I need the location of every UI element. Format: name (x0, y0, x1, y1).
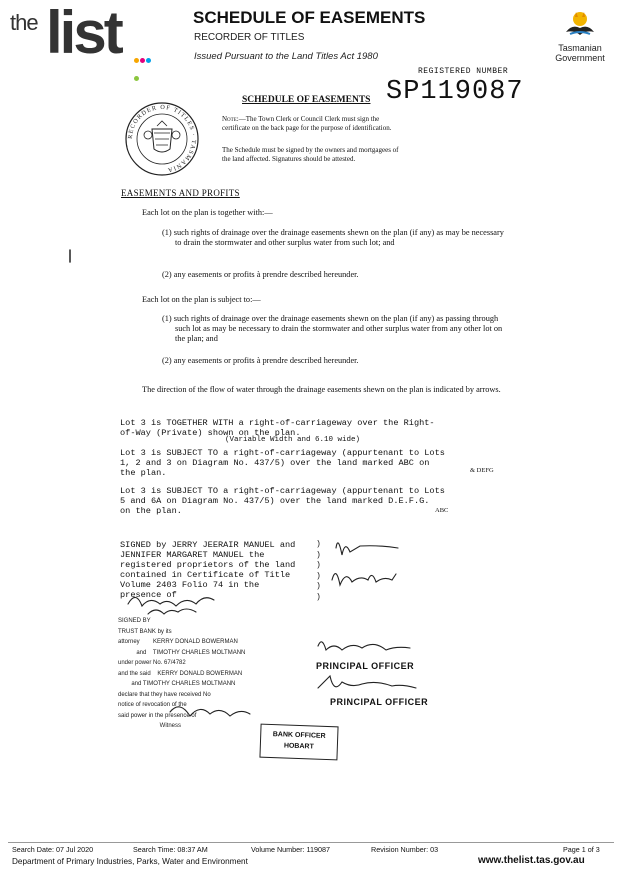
page-indicator: Page 1 of 3 (563, 845, 600, 854)
lot-together-with-clause: Lot 3 is TOGETHER WITH a right-of-carriageway over the Right- of-Way (Private) shown on the plan. (120, 418, 435, 438)
drainage-direction-note: The direction of the flow of water through the drainage easements shewn on the plan is indicated by arrows. (142, 385, 501, 394)
logo-dot (140, 58, 145, 63)
logo-dots (134, 50, 156, 86)
principal-officer-label-2: PRINCIPAL OFFICER (330, 697, 429, 707)
handwritten-insert-abc: ABC (435, 507, 449, 514)
schedule-title: SCHEDULE OF EASEMENTS (242, 95, 371, 105)
search-date: Search Date: 07 Jul 2020 (12, 845, 94, 854)
search-time: Search Time: 08:37 AM (133, 845, 208, 854)
together-clause-1: (1) such rights of drainage over the drainage easements shewn on the plan (if any) as may be necessary to drain the stormwater and other surplus water from such lot; and (162, 228, 504, 247)
together-clause-2: (2) any easements or profits à prendre described hereunder. (162, 270, 359, 279)
subject-intro: Each lot on the plan is subject to:— (142, 295, 261, 304)
recorder-of-titles-seal-icon (124, 101, 200, 177)
document-title: SCHEDULE OF EASEMENTS (193, 8, 426, 27)
site-url-link[interactable]: www.thelist.tas.gov.au (478, 855, 585, 866)
tasmanian-government-logo (545, 8, 615, 63)
logo-list: list (46, 0, 121, 66)
proprietors-signing-block: SIGNED by JERRY JEERAIR MANUEL and JENNIFER MARGARET MANUEL the registered proprietors of the land contained in Certificate of Title Volume 2403 Folio 74 in the presence of (120, 540, 296, 600)
gov-line-1: Tasmanian (558, 43, 602, 53)
logo-the: the (10, 10, 38, 35)
note-body: —The Town Clerk or Council Clerk must sign the certificate on the back page for the purpose of identification. (222, 115, 392, 132)
handwritten-width-note: (Variable Width and 6.10 wide) (225, 436, 361, 444)
logo-dot (134, 76, 139, 81)
handwritten-insert-defg: & DEFG (470, 467, 494, 474)
footer-divider (8, 842, 614, 843)
tasmanian-devil-icon (562, 8, 598, 38)
trust-bank-signing-block: SIGNED BY TRUST BANK by its attorney KERRY DONALD BOWERMAN and TIMOTHY CHARLES MOLTMANN under power No. 67/4782 and the said KERRY DONALD BOWERMAN and TIMOTHY CHARLES MOLTMANN declare that they have received No notice of revocation of the said power in the presence of Witness (118, 618, 246, 729)
seal-text: RECORDER OF TITLES · TASMANIA (126, 103, 198, 174)
signing-note: The Schedule must be signed by the owners and mortgagees of the land affected. Signatures should be attested. (222, 146, 399, 163)
together-intro: Each lot on the plan is together with:— (142, 208, 273, 217)
note-paragraph (222, 115, 402, 132)
lot-subject-to-clause-2: Lot 3 is SUBJECT TO a right-of-carriageway (appurtenant to Lots 5 and 6A on Diagram No. 437/5) over the land marked D.E.F.G. on the plan. (120, 486, 445, 516)
principal-officer-label-1: PRINCIPAL OFFICER (316, 661, 415, 671)
revision-number: Revision Number: 03 (371, 845, 439, 854)
stamp-line-1: BANK OFFICER (272, 731, 326, 740)
bank-officer-stamp (259, 724, 338, 761)
subject-clause-1: (1) such rights of drainage over the drainage easements shewn on the plan (if any) as passing through such lot as may be necessary to drain the stormwater and other surplus water from any other lot on the plan; and (162, 314, 503, 343)
document-subtitle: RECORDER OF TITLES (194, 32, 305, 43)
volume-number: Volume Number: 119087 (251, 845, 330, 854)
subject-clause-2: (2) any easements or profits à prendre described hereunder. (162, 356, 359, 365)
signing-braces: ) ) ) ) ) ) (316, 540, 321, 602)
registered-number: SP119087 (386, 77, 524, 107)
easements-heading: EASEMENTS AND PROFITS (121, 188, 240, 198)
act-reference: Issued Pursuant to the Land Titles Act 1980 (194, 51, 378, 62)
registered-number-label: REGISTERED NUMBER (418, 67, 509, 76)
lot-subject-to-clause-1: Lot 3 is SUBJECT TO a right-of-carriageway (appurtenant to Lots 1, 2 and 3 on Diagram No. 437/5) over the land marked ABC on the plan. (120, 448, 445, 478)
logo-dot (146, 58, 151, 63)
gov-line-2: Government (555, 53, 605, 63)
logo-dot (134, 58, 139, 63)
note-label: Note: (222, 115, 239, 123)
thelist-logo (6, 0, 156, 66)
stamp-line-2: HOBART (283, 742, 314, 751)
department-name: Department of Primary Industries, Parks, Water and Environment (12, 857, 248, 866)
